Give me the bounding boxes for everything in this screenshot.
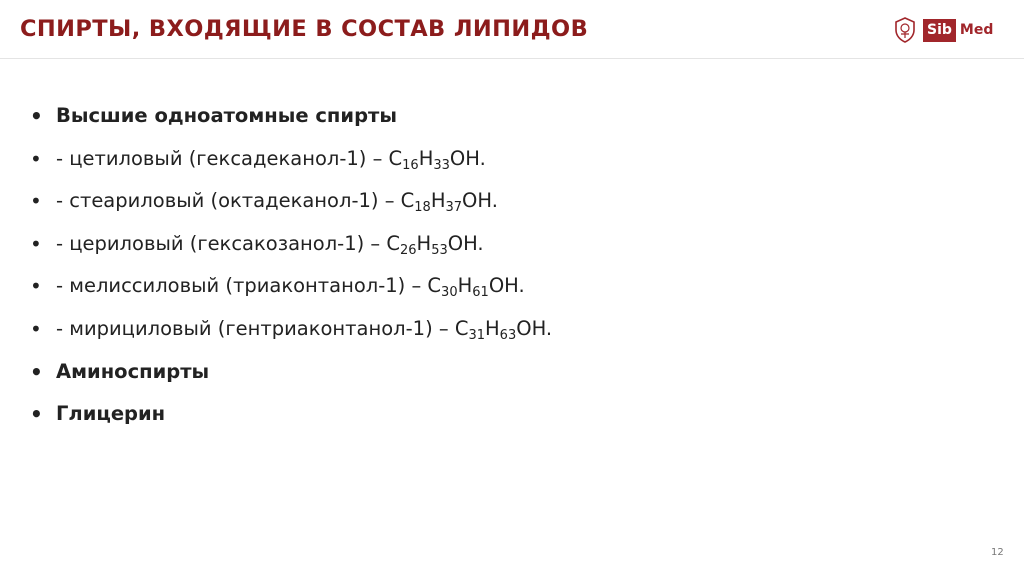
bullet-item: • - мелиссиловый (триаконтанол-1) – $C_{30}H_{61}OH$.: [30, 268, 990, 311]
carbon-subscript: 30: [441, 285, 458, 301]
carbon-subscript: 26: [400, 242, 417, 258]
formula-suffix: OH.: [462, 189, 498, 213]
slide-title: СПИРТЫ, ВХОДЯЩИЕ В СОСТАВ ЛИПИДОВ: [20, 16, 589, 42]
bullet-item: [30, 354, 990, 397]
hydrogen-subscript: 37: [445, 200, 463, 216]
formula-suffix: OH.: [449, 146, 486, 170]
bullet-list: [30, 98, 990, 439]
sibmed-logo: [893, 17, 993, 43]
hydrogen-subscript: 53: [431, 242, 448, 258]
item-text: - цетиловый (гексадеканол-1) – C: [56, 146, 403, 170]
bullet-item: • - цетиловый (гексадеканол-1) – $C_{16}H_{33}OH$.: [30, 141, 990, 184]
item-text: - цериловый (гексакозанол-1) – C: [56, 231, 400, 255]
bullet-item: • - стеариловый (октадеканол-1) – $C_{18}H_{37}OH$.: [30, 183, 990, 226]
logo-med: Med: [959, 22, 994, 38]
formula-suffix: OH.: [516, 316, 553, 340]
bullet-text: Высшие одноатомные спирты: [56, 104, 397, 127]
bullet-item: [30, 396, 990, 439]
bullet-item: • - мирициловый (гентриаконтанол-1) – $C_{31}H_{63}OH$.: [30, 311, 990, 354]
bullet-content: [30, 98, 990, 439]
logo-sib: Sib: [923, 19, 956, 42]
carbon-subscript: 16: [402, 157, 419, 173]
bullet-item: • - цериловый (гексакозанол-1) – $C_{26}H_{53}OH$.: [30, 226, 990, 269]
bullet-item: [30, 98, 990, 141]
hydrogen-subscript: 61: [472, 285, 489, 301]
bullet-text: Глицерин: [56, 402, 166, 426]
header-bar: [0, 0, 1024, 59]
item-text: - стеариловый (октадеканол-1) – C: [56, 189, 415, 213]
formula-suffix: OH.: [447, 231, 484, 255]
page-number: 12: [991, 547, 1004, 558]
carbon-subscript: 31: [468, 327, 485, 343]
formula-suffix: OH.: [488, 274, 525, 298]
item-text: - мирициловый (гентриаконтанол-1) – C: [56, 316, 469, 340]
hydrogen-subscript: 63: [499, 327, 517, 343]
item-text: - мелиссиловый (триаконтанол-1) – C: [56, 274, 442, 298]
hydrogen-subscript: 33: [433, 157, 450, 173]
crest-icon: [893, 17, 917, 43]
bullet-text: Аминоспирты: [56, 359, 210, 383]
carbon-subscript: 18: [414, 200, 431, 216]
